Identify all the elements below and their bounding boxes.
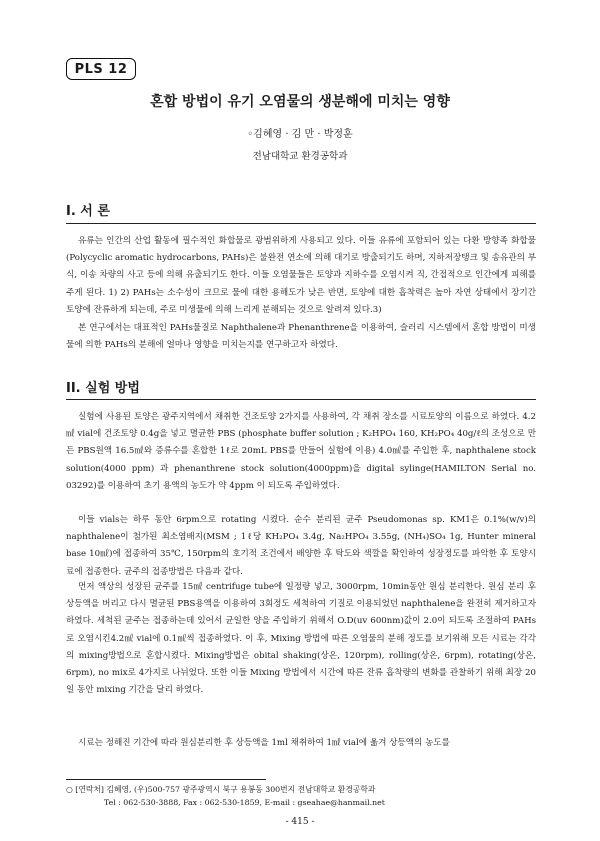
intro-paragraph-2: 본 연구에서는 대표적인 PAHs물질로 Naphthalene과 Phenanthrene을 이용하여, 슬러리 시스템에서 혼합 방법이 미생물에 의한 PAHs의 분해에 얼마나 영향을 미치는지를 연구하고자 하였다. bbox=[66, 323, 536, 351]
paper-title: 혼합 방법이 유기 오염물의 생분해에 미치는 영향 bbox=[150, 94, 450, 110]
footnote-contact: ○ [연락처] 김혜영, (우)500-757 광주광역시 북구 용봉동 300번지 전남대학교 환경공학과 bbox=[66, 785, 376, 794]
footnote-contact-details: Tel : 062-530-3888, Fax : 062-530-1859, E-mail : gseahae@hanmail.net bbox=[104, 798, 385, 807]
section-heading-introduction: I. 서 론 bbox=[66, 204, 110, 219]
section-divider bbox=[66, 223, 536, 224]
affiliation: 전남대학교 환경공학과 bbox=[252, 151, 348, 162]
methods-paragraph-4: 시료는 정해진 기간에 따라 원심분리한 후 상등액을 1ml 채취하여 1㎖ vial에 옮겨 상등액의 농도를 bbox=[78, 738, 450, 748]
section-heading-methods: II. 실험 방법 bbox=[66, 381, 140, 396]
methods-paragraph-1: 실험에 사용된 토양은 광주지역에서 채취한 건조토양 2가지를 사용하여, 각 채취 장소를 시료토양의 이름으로 하였다. 4.2㎖ vial에 건조토양 0.4g을 넣고 멸균한 PBS (phosphate buffer solution ; K₂HPO₄ 160, KH₂PO₄ 40g/ℓ의 조성으로 만든 PBS원액 16.5㎖와 증류수를 혼합한 1ℓ로 20mL PBS를 만들어 실험에 이용) 4.0㎖를 주입한 후, naphthalene stock solution(4000 ppm) 과 phenanthrene stock solution(4000ppm)을 digital sylinge(HAMILTON Serial no. 03292)를 이용하여 초기 용액의 농도가 약 4ppm 이 되도록 주입하였다. bbox=[66, 412, 536, 491]
footnote-divider bbox=[66, 779, 266, 780]
intro-paragraph-1: 유류는 인간의 산업 활동에 필수적인 화합물로 광범위하게 사용되고 있다. 이들 유류에 포함되어 있는 다환 방향족 화합물(Polycyclic aromatic hydrocarbons, PAHs)은 불완전 연소에 의해 대기로 방출되기도 하며, 지하저장탱크 및 송유관의 부식, 이송 차량의 사고 등에 의해 유출되기도 한다. 이들 오염물들은 토양과 지하수를 오염시켜 직, 간접적으로 인간에게 피해를 주게 된다. 1) 2) PAHs는 소수성이 크므로 물에 대한 용해도가 낮은 반면, 토양에 대한 흡착력은 높아 자연 상태에서 장기간 토양에 잔류하게 되는데, 주로 미생물에 의해 느리게 분해되는 것으로 알려져 있다.3) bbox=[66, 236, 536, 315]
section-divider bbox=[66, 399, 536, 400]
page-number: - 415 - bbox=[285, 817, 315, 827]
methods-paragraph-3: 먼저 액상의 성장된 균주를 15㎖ centrifuge tube에 일정량 넣고, 3000rpm, 10min동안 원심 분리한다. 원심 분리 후 상등액을 버리고 다시 멸균된 PBS용액을 이용하여 3회정도 세척하여 기질로 이용되었던 naphthalene을 완전히 제거하고자 하였다. 세척된 균주는 접종하는데 있어서 균일한 양을 주입하기 위해서 O.D(uv 600nm)값이 2.0이 되도록 조절하여 PAHs로 오염시킨4.2㎖ vial에 0.1㎖씩 접종하였다. 이 후, Mixing 방법에 따른 오염물의 분해 정도를 보기위해 모든 시료는 각각의 mixing방법으로 혼합시켰다. Mixing방법은 obital shaking(상온, 120rpm), rolling(상온, 6rpm), rotating(상온, 6rpm), no mix로 4가지로 나뉘었다. 또한 이들 Mixing 방법에서 시간에 따른 잔류 흡착량의 변화를 관찰하기 위해 최장 20일 동안 mixing 기간을 달리 하였다. bbox=[66, 582, 536, 696]
author-list: ◦김혜영 · 김 만 · 박정훈 bbox=[247, 129, 353, 140]
session-badge: PLS 12 bbox=[66, 58, 136, 80]
methods-paragraph-2: 이들 vials는 하루 동안 6rpm으로 rotating 시켰다. 순수 분리된 균주 Pseudomonas sp. KM1은 0.1%(w/v)의 naphthalene이 첨가된 최소염배지(MSM ; 1ℓ당 KH₂PO₄ 3.4g, Na₂HPO₄ 3.55g, (NH₄)SO₄ 1g, Hunter mineral base 10㎖)에 접종하여 35℃, 150rpm의 호기적 조건에서 배양한 후 탁도와 색깔을 확인하여 성장정도를 파악한 후 토양시료에 접종한다. 균주의 접종방법은 다음과 같다. bbox=[66, 515, 536, 577]
